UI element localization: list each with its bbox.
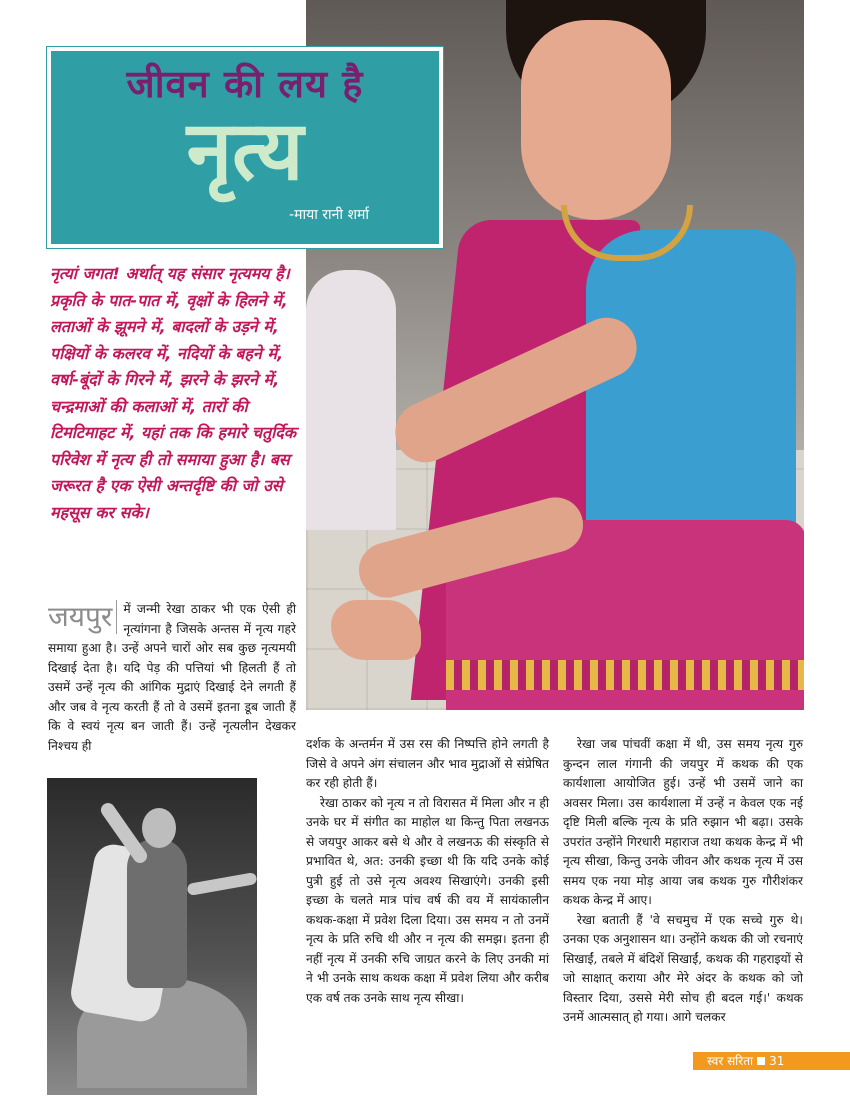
drop-word: जयपुर <box>48 600 117 634</box>
title-box <box>47 47 443 248</box>
author-byline: -माया रानी शर्मा <box>289 207 369 223</box>
lead-text: में जन्मी रेखा ठाकर भी एक ऐसी ही नृत्यांगना है जिसके अन्तस में नृत्य गहरे समाया हुआ है। उन्हें अपने चारों ओर सब कुछ नृत्यमयी दिखाई देता है। यदि पेड़ की पत्तियां भी हिलती हैं तो उसमें उन्हें नृत्य की आंगिक मुद्राएं दिखाई देने लगती हैं और जब वे नृत्य करती हैं तो वे उसमें इतना डूब जाती हैं कि वे स्वयं नृत्य बन जाती हैं। उन्हें नृत्यलीन देखकर निश्चय ही <box>48 602 296 753</box>
paragraph: दर्शक के अन्तर्मन में उस रस की निष्पत्ति होने लगती है जिसे वे अपने अंग संचालन और भाव मुद्राओं से संप्रेषित कर रही होती हैं। <box>306 737 549 790</box>
page-number: 31 <box>769 1054 785 1068</box>
magazine-name: स्वर सरिता <box>707 1054 754 1068</box>
footer-separator-icon <box>757 1057 765 1065</box>
paragraph: रेखा ठाकर को नृत्य न तो विरासत में मिला और न ही उनके घर में संगीत का माहोल था किन्तु पिता लखनऊ से जयपुर आकर बसे थे और वे लखनऊ की संस्कृति से प्रभावित थे, अत: उनकी इच्छा थी कि यदि उनके कोई पुत्री हुई तो उसे नृत्य अवश्य सिखाएंगे। उनकी इसी इच्छा के चलते मात्र पांच वर्ष की वय में सायंकालीन कथक-कक्षा में प्रवेश दिला दिया। उस समय न तो उनमें नृत्य के प्रति रुचि थी और न नृत्य की समझ। इतना ही नहीं नृत्य में उनकी रुचि जाग्रत करने के लिए उनकी मां ने भी उनके साथ कथक कक्षा में प्रवेश लिया और करीब एक वर्ष तक उनके साथ नृत्य सीखा। <box>306 795 549 1005</box>
intro-paragraph: नृत्यां जगत! अर्थात् यह संसार नृत्यमय है। प्रकृति के पात-पात में, वृक्षों के हिलने में, लताओं के झूमने में, बादलों के उड़ने में, पक्षियों के कलरव में, नदियों के बहने में, वर्षा-बूंदों के गिरने में, झरने के झरने में, चन्द्रमाओं की कलाओं में, तारों की टिमटिमाहट में, यहां तक कि हमारे चतुर्दिक परिवेश में नृत्य ही तो समाया हुआ है। बस जरूरत है एक ऐसी अन्तर्दृष्टि की जो उसे महसूस कर सके। <box>50 264 297 522</box>
page-footer <box>693 1052 850 1070</box>
dancer-bw-photo <box>47 778 257 1095</box>
lead-paragraph <box>48 600 296 756</box>
title-main: नृत्य <box>186 104 304 199</box>
paragraph: रेखा जब पांचवीं कक्षा में थी, उस समय नृत्य गुरु कुन्दन लाल गंगानी की जयपुर में कथक की एक कार्यशाला आयोजित हुई। उन्हें भी उसमें जाने का अवसर मिला। उस कार्यशाला में उन्हें न केवल एक नई दृष्टि मिली बल्कि नृत्य के प्रति रुझान भी बढ़ा। उसके उपरांत उन्होंने गिरधारी महाराज तथा कथक केन्द्र में भी नृत्य सीखा, किन्तु उनके जीवन और कथक नृत्य में उस समय एक नया मोड़ आया जब कथक गुरु गौरीशंकर कथक केन्द्र में आए। <box>563 737 803 907</box>
paragraph: रेखा बताती हैं 'वे सचमुच में एक सच्चे गुरु थे। उनका एक अनुशासन था। उन्होंने कथक की जो रचनाएं सिखाईं, तबले में बंदिशें सिखाईं, कथक की गहराइयों से जो साक्षात् कराया और मेरे अंदर के कथक को जो विस्तार दिया, उससे मेरी सोच ही बदल गई।' कथक उनमें आत्मसात् हो गया। आगे चलकर <box>563 912 803 1024</box>
article-column-2 <box>306 735 549 1008</box>
title-line1: जीवन की लय है <box>126 62 364 106</box>
article-column-3 <box>563 735 803 1028</box>
